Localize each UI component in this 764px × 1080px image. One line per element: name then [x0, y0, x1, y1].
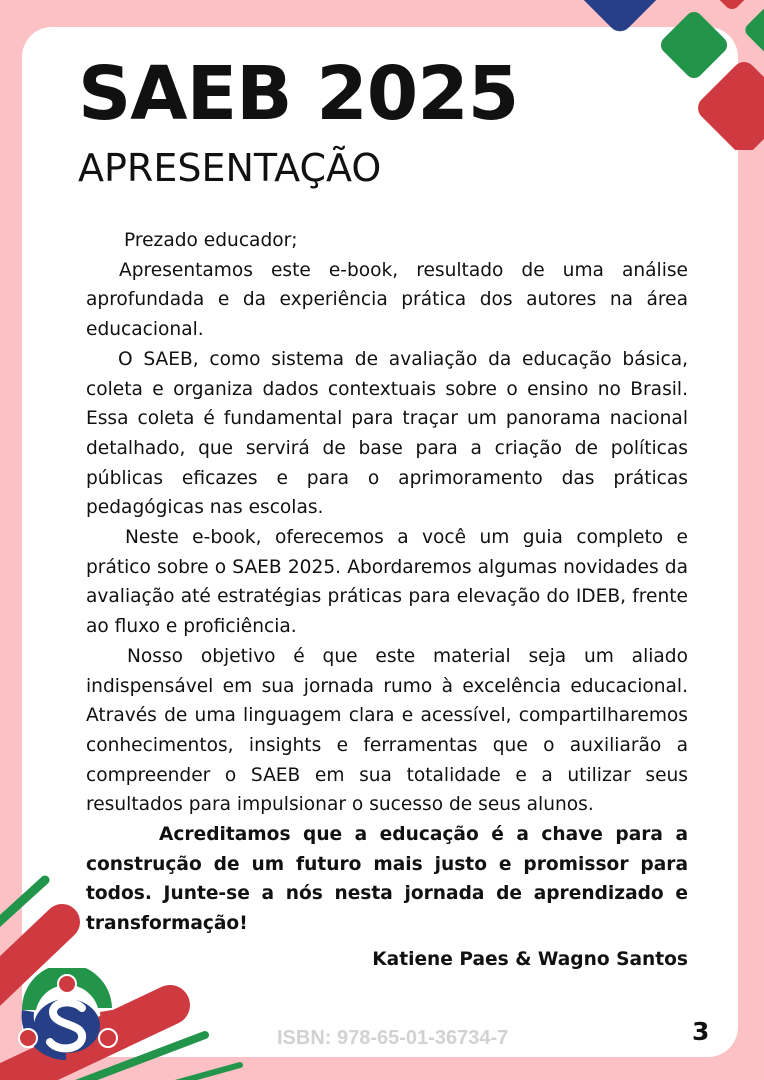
green-edge-square-decoration — [743, 5, 764, 56]
red-top-square-decoration — [704, 0, 761, 12]
body-text — [86, 226, 688, 975]
navy-square-decoration — [558, 0, 682, 36]
paragraph-text: O SAEB, como sistema de avaliação da educação básica, coleta e organiza dados contextuais sobre o ensino no Brasil. Essa coleta é fundamental para traçar um panorama nacional detalhado, que servirá de base para a criação de políticas públicas eficazes e para o aprimoramento das práticas pedagógicas nas escolas. — [86, 348, 688, 519]
greeting-text: Prezado educador; — [124, 230, 298, 251]
top-right-decoration — [540, 0, 764, 150]
authors-signature: Katiene Paes & Wagno Santos — [372, 948, 688, 970]
isbn-text: ISBN: 978-65-01-36734-7 — [277, 1027, 509, 1049]
paragraph-text: Apresentamos este e-book, resultado de uma análise aprofundada e da experiência prática dos autores na área educacional. — [86, 259, 688, 341]
page-subtitle: APRESENTAÇÃO — [78, 146, 382, 190]
closing-text: Acreditamos que a educação é a chave para a construção de um futuro mais justo e promissor para todos. Junte-se a nós nesta jornada de aprendizado e transformação! — [86, 824, 688, 935]
paragraph-text: Nosso objetivo é que este material seja um aliado indispensável em sua jornada rumo à excelência educacional. Através de uma linguagem clara e acessível, compartilharemos conhecimentos, insights e ferramentas que o auxiliarão a compreender o SAEB em sua totalidade e a utilizar seus resultados para impulsionar o sucesso de seus alunos. — [86, 645, 688, 816]
logo-icon — [8, 968, 126, 1068]
page-title: SAEB 2025 — [78, 51, 519, 137]
green-square-decoration — [657, 8, 731, 82]
page-number: 3 — [692, 1017, 710, 1046]
paragraph-text: Neste e-book, oferecemos a você um guia completo e prático sobre o SAEB 2025. Abordaremos algumas novidades da avaliação até estratégias práticas para elevação do IDEB, frente ao fluxo e proficiência. — [86, 527, 688, 638]
